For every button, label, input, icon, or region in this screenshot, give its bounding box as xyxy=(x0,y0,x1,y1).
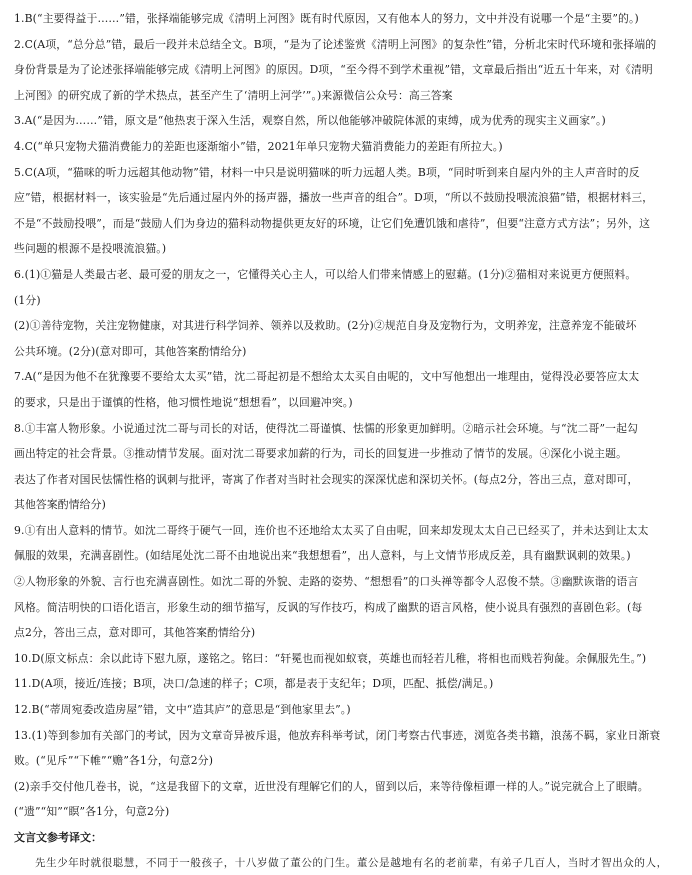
answer-9: 9.①有出人意料的情节。如沈二哥终于硬气一回，连价也不还地给太太买了自由呢，回来却发现太太自己已经买了，并未达到让太太 佩服的效果，充满喜剧性。(如结尾处沈二哥不由地说出来“我想想看”，出人意料，与上文情节形成反差，具有幽默讽刺的效果。) ②人物形象的外貌、言行也充满喜剧性。如沈二哥的外貌、走路的姿势、“想想看”的口头禅等都令人忍俊不禁。③幽默诙谐的语言 风格。简洁明快的口语化语言，形象生动的细节描写，反讽的写作技巧，构成了幽默的语言风格，使小说具有强烈的喜剧色彩。(每 点2分，答出三点，意对即可，其他答案酌情给分) xyxy=(14,523,649,640)
answer-11: 11.D(A项，接近/连接；B项，决口/急速的样子；C项，都是表于支纪年；D项，匹配、抵偿/满足。) xyxy=(14,677,494,691)
translation-title: 文言文参考译文： xyxy=(14,831,102,844)
answer-6: 6.(1)①猫是人类最古老、最可爱的朋友之一，它懂得关心主人，可以给人们带来情感上的慰藉。(1分)②猫相对来说更方便照料。 (1分) (2)①善待宠物，关注宠物健康，对其进行科学饲养、领养以及救助。(2分)②规范自身及宠物行为，文明养宠，注意养宠不能破坏 公共环境。(2分)(意对即可，其他答案酌情给分) xyxy=(14,267,637,358)
answer-3: 3.A(“是因为……”错，原文是“他热衷于深入生活，观察自然，所以他能够冲破院体派的束缚，成为优秀的现实主义画家”。) xyxy=(14,114,606,128)
answer-1: 1.B(“主要得益于……”错，张择端能够完成《清明上河图》既有时代原因，又有他本人的努力，文中并没有说哪一个是“主要”的。) xyxy=(14,12,639,25)
answer-13: 13.(1)等到参加有关部门的考试，因为文章奇异被斥退，他放弃科举考试，闭门考察古代事迹，浏览各类书籍，浪荡不羁，家业日渐衰 败。(“见斥”“下帷”“赡”各1分，句意2分) (2)亲手交付他几卷书，说，“这是我留下的文章，近世没有理解它们的人，留到以后，来等待像桓谭一样的人。”说完就合上了眼睛。 (“遗”“知”“瞑”各1分，句意2分) xyxy=(14,728,661,819)
answer-4: 4.C(“单只宠物犬猫消费能力的差距也逐渐缩小”错，2021年单只宠物犬猫消费能力的差距有所拉大。) xyxy=(14,139,503,153)
answer-8: 8.①丰富人物形象。小说通过沈二哥与司长的对话，使得沈二哥谨慎、怯懦的形象更加鲜明。②暗示社会环境。与“沈二哥”一起勾 画出特定的社会背景。③推动情节发展。面对沈二哥要求加薪的行为，司长的回复进一步推动了情节的发展。④深化小说主题。 表达了作者对国民怯懦性格的讽刺与批评，寄寓了作者对当时社会现实的深深忧虑和深切关怀。(每点2分，答出三点，意对即可， 其他答案酌情给分) xyxy=(14,421,639,512)
answer-2: 2.C(A项，“总分总”错，最后一段并未总结全文。B项，“是为了论述鉴赏《清明上河图》的复杂性”错，分析北宋时代环境和张择端的 身份背景是为了论述张择端能够完成《清明上河图》的原因。D项，“至今得不到学术重视”错，文章最后指出“近五十年来，对《清明 上河图》的研究成了新的学术热点，甚至产生了‘清明上河学’”。)来源微信公众号：高三答案 xyxy=(14,37,657,102)
answer-7: 7.A(“是因为他不在犹豫要不要给太太买”错，沈二哥起初是不想给太太买自由呢的，文中写他想出一堆理由，觉得没必要答应太太 的要求，只是出于谨慎的性格，他习惯性地说“想想看”，以回避冲突。) xyxy=(14,370,640,409)
answer-10: 10.D(原文标点：余以此诗下慰九原，遂铭之。铭曰：“轩冕也而视如蚁衰，英雄也而轻若儿稚，将相也而贱若狗彘。余佩服先生。”) xyxy=(14,651,647,665)
translation-first-line: 先生少年时就很聪慧，不同于一般孩子，十八岁做了董公的门生。董公是越地有名的老前辈，有弟子几百人，当时才智出众的人， xyxy=(35,857,668,869)
answer-12: 12.B(“蒂周宛委改造房屋”错，文中“造其庐”的意思是“到他家里去”。) xyxy=(14,703,351,717)
answer-5: 5.C(A项，“猫咪的听力远超其他动物”错，材料一中只是说明猫咪的听力远超人类。B项，“同时听到来自屋内外的主人声音时的反 应”错，根据材料一，该实验是“先后通过屋内外的扬声器，播放一些声音的组合”。D项，“所以不鼓励投喂流浪猫”错，根据材料三， 不是“不鼓励投喂”，而是“鼓励人们为身边的猫科动物提供更友好的环境，让它们免遭饥饿和虐待”，但要“注意方式方法”；另外，这 些问题的根源不是投喂流浪猫。) xyxy=(14,165,654,256)
